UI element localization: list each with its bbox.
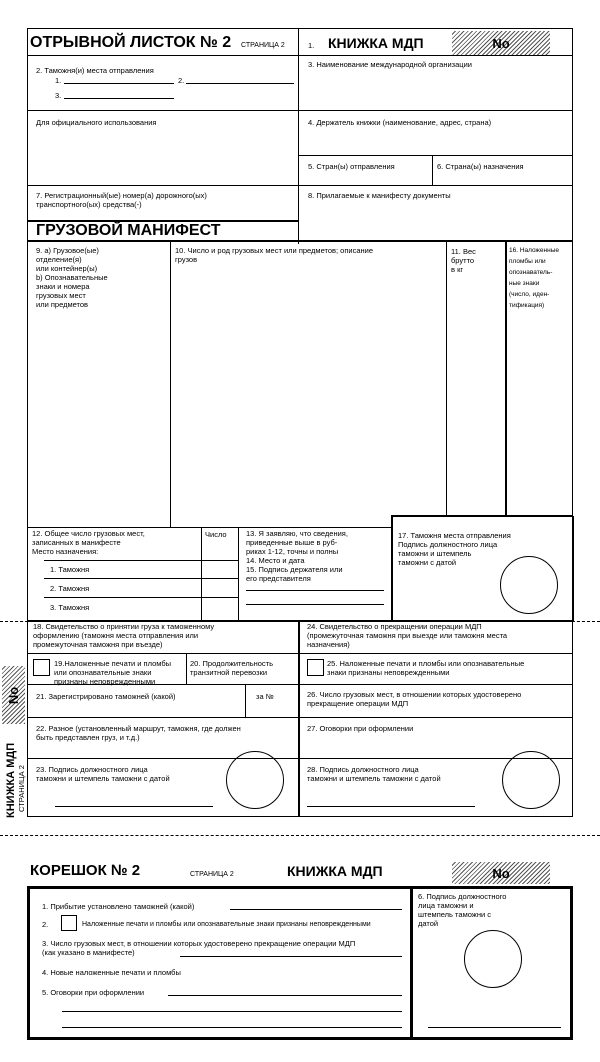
field-20-label: 20. Продолжительность транзитной перевозки [190,659,274,677]
line [391,516,393,621]
signature-line[interactable] [55,806,213,807]
stamp-circle [464,930,522,988]
manifest-title: ГРУЗОВОЙ МАНИФЕСТ [36,222,221,239]
stamp-circle [500,556,558,614]
field-2-line-3-num: 3. [55,91,62,100]
stub-item-2: Наложенные печати и пломбы или опознавательные знаки признаны неповрежденными [82,921,371,928]
line [245,684,246,717]
line [446,240,447,516]
weight-column-right-line [505,240,507,516]
side-page-label: СТРАНИЦА 2 [17,765,26,812]
signature-line[interactable] [428,1027,561,1028]
field-3-label: 3. Наименование международной организации [308,60,472,69]
stub-divider [410,886,413,1040]
field-13-15-label: 13. Я заявляю, что сведения, приведенные выше в руб- риках 1-12, точны и полны 14. Место и дата 15. Подпись держателя или его представителя [246,529,348,583]
cut-line [0,835,600,836]
stamp-circle [502,751,560,809]
field-22-label: 22. Разное (установленный маршрут, таможня, где должен быть представлен груз, и т.д.) [36,724,241,742]
middle-section-frame [27,621,573,817]
page-title-page-number: СТРАНИЦА 2 [241,42,285,49]
line [27,653,298,654]
line [27,185,573,186]
line [27,110,573,111]
line [44,597,238,598]
line [27,684,573,685]
field-6-label: 6. Страна(ы) назначения [437,162,524,171]
field-25-label: 25. Наложенные печати и пломбы или опознавательные знаки признаны неповрежденными [327,659,525,677]
line [298,653,573,654]
line [170,240,171,527]
stub-number-label: No [492,865,510,881]
field-18-label: 18. Свидетельство о принятии груза к таможенному оформлению (таможня места отправления или промежуточная таможня при въезде) [33,622,215,649]
field-7-label: 7. Регистрационный(ые) номер(а) дорожного(ых) транспортного(ых) средства(-) [36,191,207,209]
field-10-label: 10. Число и род грузовых мест или предметов; описание грузов [175,246,374,264]
page-title: ОТРЫВНОЙ ЛИСТОК № 2 [30,34,232,51]
stub-title: КОРЕШОК № 2 [30,862,141,879]
line [432,155,433,185]
stub-item-5-line[interactable] [62,1027,402,1028]
field-2-line-3[interactable] [64,98,174,99]
field-11-label: 11. Вес брутто в кг [451,247,476,274]
field-2-line-2[interactable] [186,83,294,84]
field-8-label: 8. Прилагаемые к манифесту документы [308,191,451,200]
side-number-label: No [6,686,21,704]
middle-divider [298,621,300,817]
line [238,527,239,621]
line [27,527,391,528]
stub-item-2-num: 2. [42,920,49,929]
field-27-label: 27. Оговорки при оформлении [307,724,414,733]
manifest-bottom-line [27,240,573,242]
field-9-label: 9. a) Грузовое(ые) отделение(я) или контейнер(ы) b) Опознавательные знаки и номера грузовых мест или предметов [36,246,108,309]
stub-item-3: 3. Число грузовых мест, в отношении которых удостоверено прекращение операции МДП (как указано в манифесте) [42,939,356,957]
line [186,653,187,684]
field-19-label: 19.Наложенные печати и пломбы или опознавательные знаки признаны неповрежденными [54,659,172,686]
book-number-label: No [492,35,510,51]
field-26-label: 26. Число грузовых мест, в отношении которых удостоверено прекращение операции МДП [307,690,522,708]
field-25-checkbox[interactable] [307,659,324,676]
field-4-label: 4. Держатель книжки (наименование, адрес, страна) [308,118,492,127]
field-5-label: 5. Стран(ы) отправления [308,162,395,171]
line [505,515,573,517]
field-19-checkbox[interactable] [33,659,50,676]
line [27,717,573,718]
top-divider [298,28,299,244]
stub-item-3-line[interactable] [180,956,402,957]
line [201,527,202,621]
line [298,155,573,156]
field-28-label: 28. Подпись должностного лица таможни и штемпель таможни с датой [307,765,441,783]
side-number-box [2,666,25,724]
field-2-line-1-num: 1. [55,76,62,85]
stub-item-1: 1. Прибытие установлено таможней (какой) [42,902,195,911]
field-1-number: 1. [308,41,315,50]
signature-line[interactable] [307,806,475,807]
field-24-label: 24. Свидетельство о прекращении операции МДП (промежуточная таможня при выезде или таможня места назначения) [307,622,508,649]
field-16-label: 16. Наложенные пломбы или опознаватель- ные знаки (число, иден- тификация) [509,247,559,309]
stub-item-1-line[interactable] [230,909,402,910]
book-number-box[interactable] [452,31,550,55]
stub-item-5-line[interactable] [168,995,402,996]
stamp-circle [226,751,284,809]
field-2-label: 2. Таможня(и) места отправления [36,66,154,75]
official-use-label: Для официального использования [36,118,157,127]
field-2-line-2-num: 2. [178,76,185,85]
field-23-label: 23. Подпись должностного лица таможни и штемпель таможни с датой [36,765,170,783]
field-2-line-1[interactable] [64,83,174,84]
signature-line[interactable] [246,604,384,605]
stub-page-label: СТРАНИЦА 2 [190,871,234,878]
book-title: КНИЖКА МДП [328,35,424,51]
stub-item-5: 5. Оговорки при оформлении [42,988,145,997]
stub-item-2-checkbox[interactable] [61,915,77,931]
line [27,55,573,56]
side-book-label: КНИЖКА МДП [5,742,17,818]
line [572,516,574,621]
stub-item-5-line[interactable] [62,1011,402,1012]
signature-line[interactable] [246,590,384,591]
field-12-number-header: Число [205,530,227,539]
line [44,560,238,561]
line [391,515,507,517]
field-21-number-label: за № [256,692,274,701]
stub-item-4: 4. Новые наложенные печати и пломбы [42,968,181,977]
stub-book-title: КНИЖКА МДП [287,863,383,879]
stub-item-6: 6. Подпись должностного лица таможни и штемпель таможни с датой [418,892,507,928]
field-12-row-2: 2. Таможня [50,584,90,593]
field-12-row-3: 3. Таможня [50,603,90,612]
field-12-row-1: 1. Таможня [50,565,90,574]
line [44,578,238,579]
field-17-label: 17. Таможня места отправления Подпись должностного лица таможни и штемпель таможни с датой [398,531,511,567]
field-21-label: 21. Зарегистрировано таможней (какой) [36,692,176,701]
stub-number-box[interactable] [452,862,550,884]
field-12-label: 12. Общее число грузовых мест, записанных в манифесте Место назначения: [32,529,145,556]
